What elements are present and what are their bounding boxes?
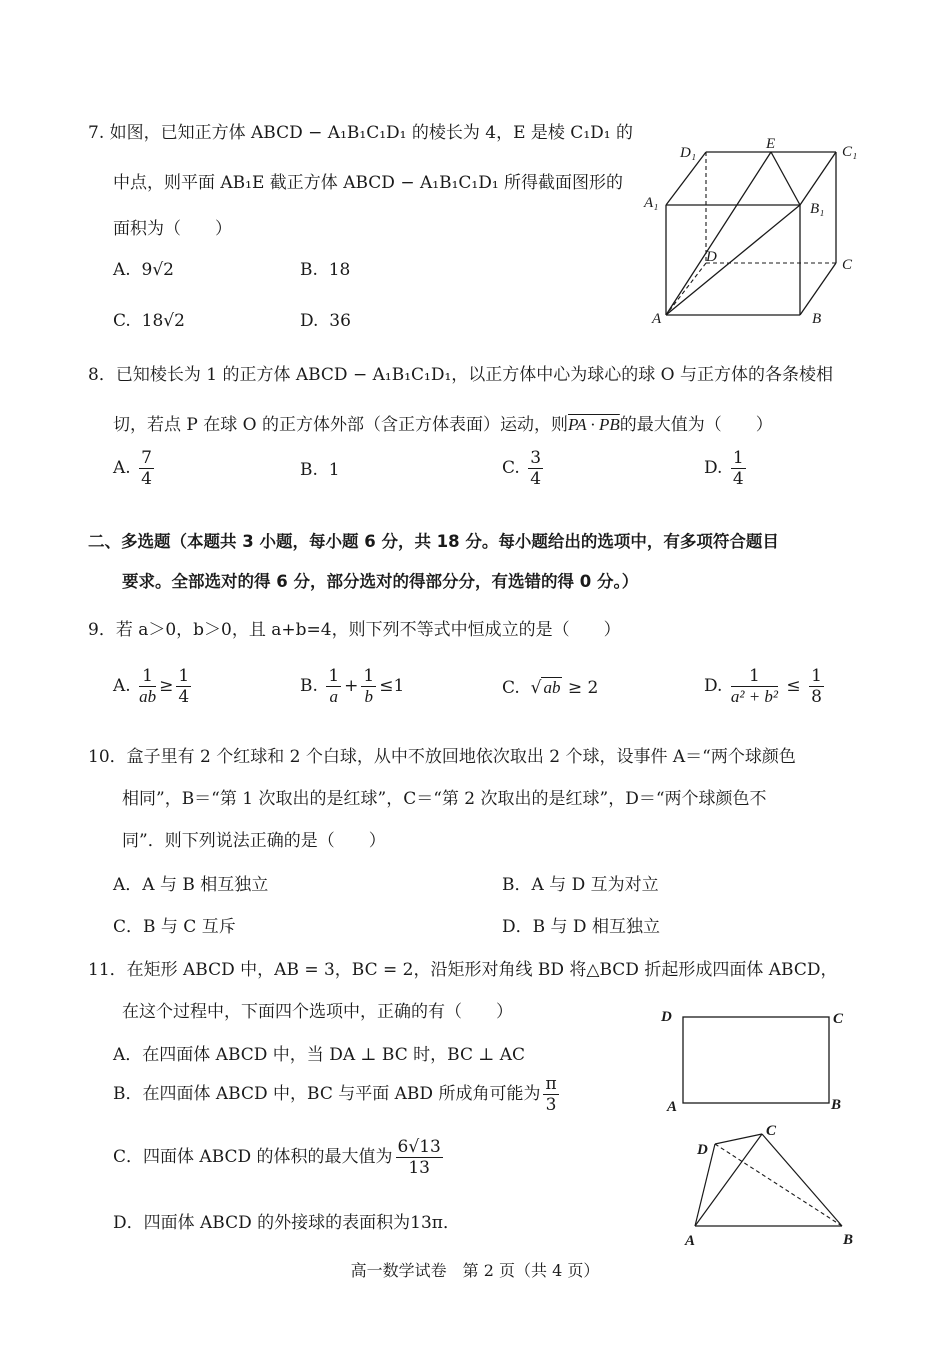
section-2-header-line1: 二、多选题（本题共 3 小题，每小题 6 分，共 18 分。每小题给出的选项中，有多项符合题目	[88, 532, 779, 551]
q7-option-a	[113, 260, 174, 280]
tetrahedron-figure	[675, 1122, 865, 1252]
q9-option-b: B. $\frac{1}{a}$ + $\frac{1}{b}$ ≤1	[300, 666, 405, 706]
label-C1: C₁	[842, 144, 858, 160]
label-E: E	[766, 136, 776, 152]
q9-option-a: A. $\frac{1}{ab}$ ≥ $\frac{1}{4}$	[113, 666, 190, 707]
q10-line1: 10．盒子里有 2 个红球和 2 个白球，从中不放回地依次取出 2 个球，设事件 A＝“两个球颜色	[88, 747, 796, 767]
section-2-header-line2: 要求。全部选对的得 6 分，部分选对的得部分分，有选错的得 0 分。）	[122, 572, 639, 591]
q8-line2-b: 的最大值为（ ）	[619, 415, 773, 435]
page-footer: 高一数学试卷 第 2 页（共 4 页）	[350, 1261, 600, 1280]
q8-line2-a: 切，若点 P 在球 O 的正方体外部（含正方体表面）运动，则	[113, 415, 568, 435]
label-C: C	[833, 1011, 844, 1027]
option-value: 18	[328, 260, 351, 280]
q7-line2: 中点，则平面 AB₁E 截正方体 ABCD − A₁B₁C₁D₁ 所得截面图形的	[113, 173, 624, 193]
q8-option-b: B. 1	[300, 460, 340, 480]
cube-figure	[640, 130, 870, 330]
option-label: D.	[704, 458, 723, 478]
q8-option-a	[113, 448, 157, 489]
option-label: C.	[113, 311, 131, 331]
label-A: A	[667, 1099, 678, 1115]
label-A: A	[685, 1233, 696, 1249]
q10-option-d: D．B 与 D 相互独立	[502, 917, 660, 937]
q8-option-c	[502, 448, 546, 489]
q7-line1: 7. 如图，已知正方体 ABCD − A₁B₁C₁D₁ 的棱长为 4，E 是棱 C₁D₁ 的	[88, 123, 633, 143]
q7-option-d	[300, 311, 351, 331]
q8-vector-product: PA · PB	[568, 415, 620, 434]
option-label: A.	[113, 260, 131, 280]
label-D1: D₁	[680, 145, 697, 161]
option-label: C.	[502, 458, 520, 478]
label-A1: A₁	[644, 195, 659, 211]
label-C: C	[766, 1123, 777, 1139]
q10-option-a: A．A 与 B 相互独立	[113, 875, 269, 895]
option-label: B.	[300, 260, 318, 280]
q7-option-b	[300, 260, 350, 280]
fraction: $\frac{7}{4}$	[141, 448, 152, 489]
q10-line2: 相同”，B＝“第 1 次取出的是红球”，C＝“第 2 次取出的是红球”，D＝“两个球颜色不	[122, 789, 767, 809]
fraction: $\frac{3}{4}$	[530, 448, 542, 489]
label-C: C	[842, 257, 853, 273]
q9-option-d: D. $\frac{1}{\text{a² + b²}}$ ≤ $\frac{1}{8}$	[704, 666, 822, 707]
rectangle-figure	[655, 1005, 855, 1115]
option-value: 9√2	[141, 260, 174, 280]
label-B1: B₁	[810, 201, 825, 217]
label-B: B	[831, 1097, 842, 1113]
q11-line2: 在这个过程中，下面四个选项中，正确的有（ ）	[122, 1002, 513, 1022]
fraction: $\frac{1}{4}$	[732, 448, 744, 489]
option-label: B.	[300, 460, 318, 480]
label-D: D	[706, 249, 717, 265]
q8-line2	[113, 410, 773, 435]
label-B: B	[843, 1232, 854, 1248]
q7-option-c	[113, 311, 185, 331]
q8-option-d	[704, 448, 749, 489]
q11-option-b: B．在四面体 ABCD 中，BC 与平面 ABD 所成角可能为 $\frac{\pi}{3}$	[113, 1074, 557, 1115]
option-value: 18√2	[141, 311, 185, 331]
option-label: A.	[113, 458, 131, 478]
label-D: D	[697, 1142, 708, 1158]
q8-line1: 8．已知棱长为 1 的正方体 ABCD − A₁B₁C₁D₁，以正方体中心为球心的球 O 与正方体的各条棱相	[88, 365, 834, 385]
option-value: 36	[329, 311, 351, 331]
q11-option-d: D．四面体 ABCD 的外接球的表面积为13π．	[113, 1213, 460, 1233]
label-A: A	[652, 311, 662, 327]
q9-option-c: C. √ ab ≥ 2	[502, 678, 599, 698]
q10-option-c: C．B 与 C 互斥	[113, 917, 236, 937]
q11-option-c: C．四面体 ABCD 的体积的最大值为 $\frac{6√13}{13}$	[113, 1137, 441, 1178]
q9-stem: 9．若 a＞0，b＞0，且 a+b=4，则下列不等式中恒成立的是（ ）	[88, 620, 621, 640]
label-D: D	[661, 1009, 672, 1025]
q11-option-a: A．在四面体 ABCD 中，当 DA ⊥ BC 时，BC ⊥ AC	[113, 1045, 526, 1065]
q7-line3: 面积为（ ）	[113, 219, 232, 239]
label-B: B	[812, 311, 822, 327]
q10-line3: 同”．则下列说法正确的是（ ）	[122, 831, 386, 851]
option-label: D.	[300, 311, 319, 331]
q11-line1: 11．在矩形 ABCD 中，AB = 3，BC = 2，沿矩形对角线 BD 将△BCD 折起形成四面体 ABCD，	[88, 960, 838, 980]
q10-option-b: B．A 与 D 互为对立	[502, 875, 659, 895]
